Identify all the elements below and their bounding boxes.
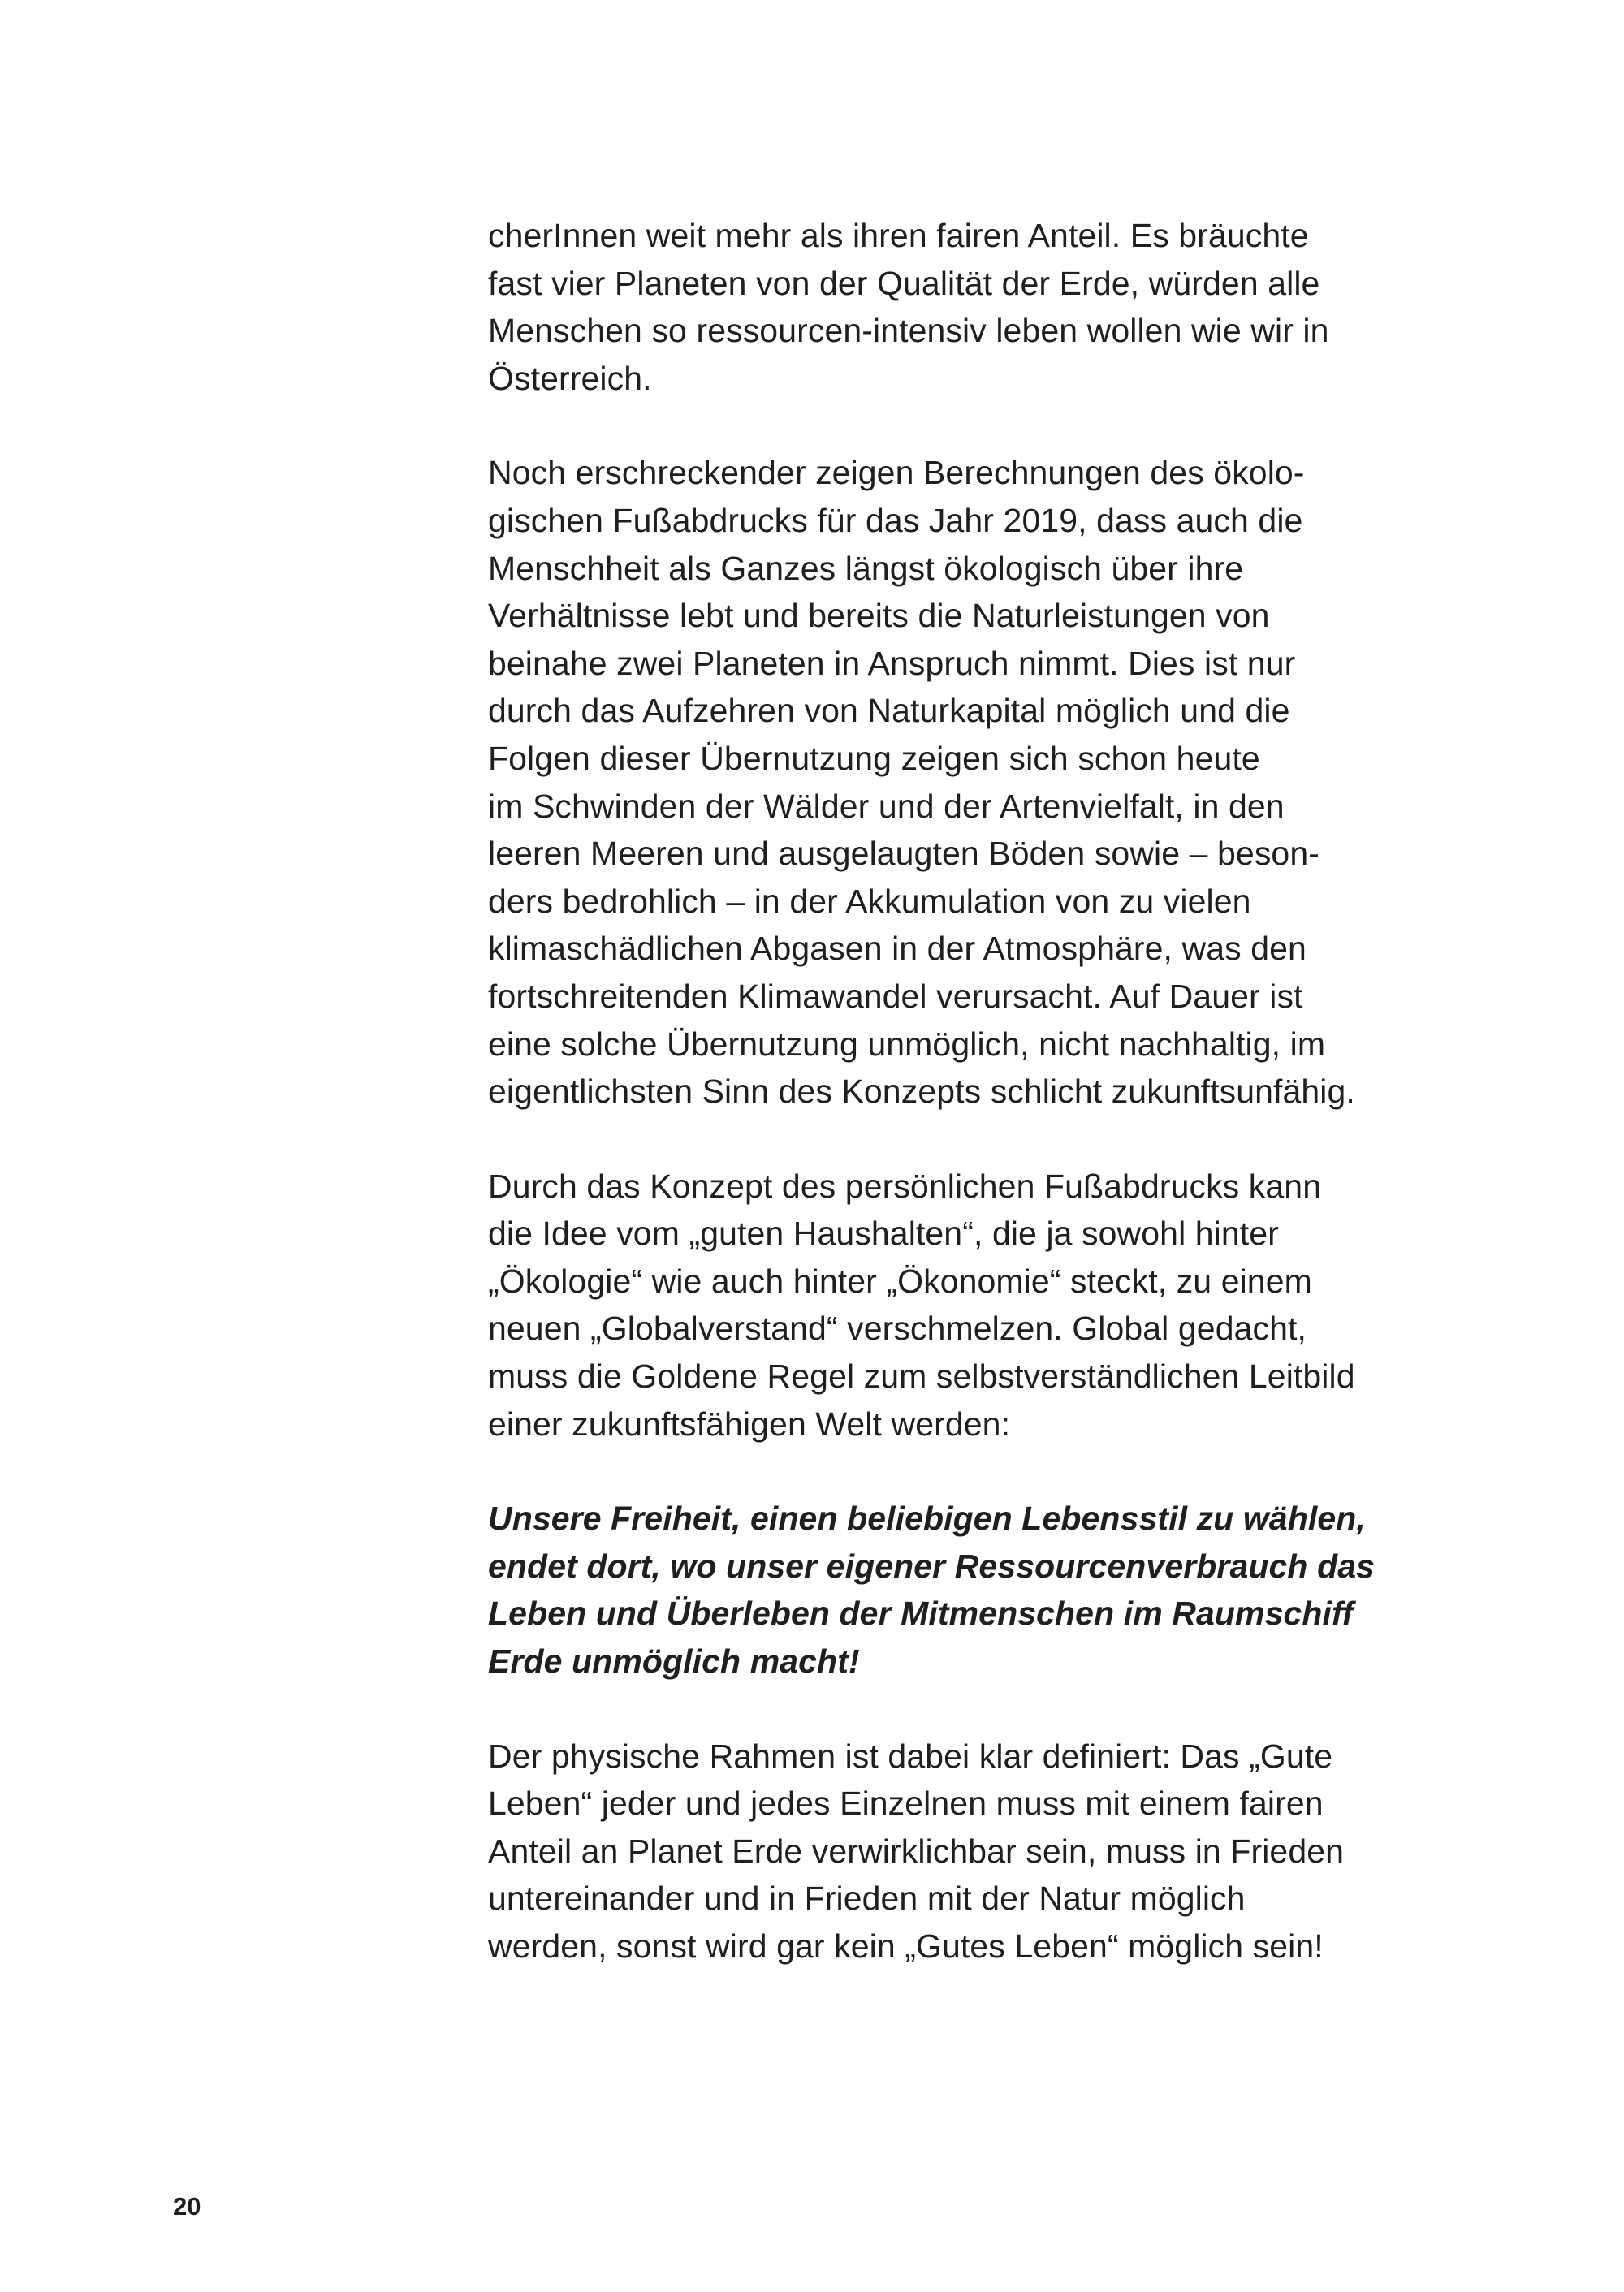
text-line: Noch erschreckender zeigen Berechnungen des ökolo- (488, 454, 1305, 492)
text-line: ders bedrohlich – in der Akkumulation von zu vielen (488, 882, 1251, 920)
text-line: Anteil an Planet Erde verwirklichbar sein, muss in Frieden (488, 1832, 1345, 1870)
text-line: Leben und Überleben der Mitmenschen im Raumschiff (488, 1595, 1354, 1633)
text-line: Durch das Konzept des persönlichen Fußabdrucks kann (488, 1167, 1322, 1205)
text-line: eine solche Übernutzung unmöglich, nicht nachhaltig, im (488, 1025, 1326, 1063)
text-line: Folgen dieser Übernutzung zeigen sich schon heute (488, 739, 1260, 777)
text-line: fast vier Planeten von der Qualität der Erde, würden alle (488, 264, 1320, 302)
text-line: Österreich. (488, 359, 652, 397)
text-line: Der physische Rahmen ist dabei klar definiert: Das „Gute (488, 1737, 1333, 1775)
text-line: werden, sonst wird gar kein „Gutes Leben“ möglich sein! (488, 1927, 1324, 1965)
text-line: cherInnen weit mehr als ihren fairen Anteil. Es bräuchte (488, 217, 1309, 254)
text-line: endet dort, wo unser eigener Ressourcenverbrauch das (488, 1547, 1376, 1585)
text-line: die Idee vom „guten Haushalten“, die ja sowohl hinter (488, 1215, 1279, 1253)
text-line: Erde unmöglich macht! (488, 1642, 860, 1681)
text-line: Verhältnisse lebt und bereits die Naturleistungen von (488, 597, 1270, 635)
text-line: leeren Meeren und ausgelaugten Böden sowie – beson- (488, 835, 1320, 873)
text-line: Menschheit als Ganzes längst ökologisch über ihre (488, 549, 1244, 587)
page-number: 20 (173, 2192, 201, 2221)
text-line: „Ökologie“ wie auch hinter „Ökonomie“ steckt, zu einem (488, 1262, 1312, 1300)
text-line: fortschreitenden Klimawandel verursacht. Auf Dauer ist (488, 977, 1303, 1015)
paragraph-5 (488, 1733, 1422, 1970)
emphasized-quote (488, 1495, 1422, 1685)
paragraph-1 (488, 212, 1422, 402)
text-line: durch das Aufzehren von Naturkapital möglich und die (488, 692, 1290, 730)
paragraph-3 (488, 1163, 1422, 1448)
body-text (488, 212, 1422, 1970)
text-line: neuen „Globalverstand“ verschmelzen. Global gedacht, (488, 1310, 1307, 1348)
text-line: im Schwinden der Wälder und der Artenvielfalt, in den (488, 787, 1285, 825)
text-line: muss die Goldene Regel zum selbstverständlichen Leitbild (488, 1358, 1355, 1396)
text-line: beinahe zwei Planeten in Anspruch nimmt. Dies ist nur (488, 644, 1296, 682)
text-line: gischen Fußabdrucks für das Jahr 2019, dass auch die (488, 501, 1303, 539)
text-line: eigentlichsten Sinn des Konzepts schlicht zukunftsunfähig. (488, 1073, 1355, 1111)
text-line: einer zukunftsfähigen Welt werden: (488, 1405, 1011, 1443)
paragraph-2 (488, 449, 1422, 1115)
text-line: Menschen so ressourcen-intensiv leben wollen wie wir in (488, 312, 1329, 350)
text-line: Leben“ jeder und jedes Einzelnen muss mit einem fairen (488, 1785, 1324, 1823)
text-line: untereinander und in Frieden mit der Natur möglich (488, 1880, 1246, 1918)
text-line: Unsere Freiheit, einen beliebigen Lebensstil zu wählen, (488, 1500, 1366, 1538)
text-line: klimaschädlichen Abgasen in der Atmosphäre, was den (488, 930, 1307, 968)
